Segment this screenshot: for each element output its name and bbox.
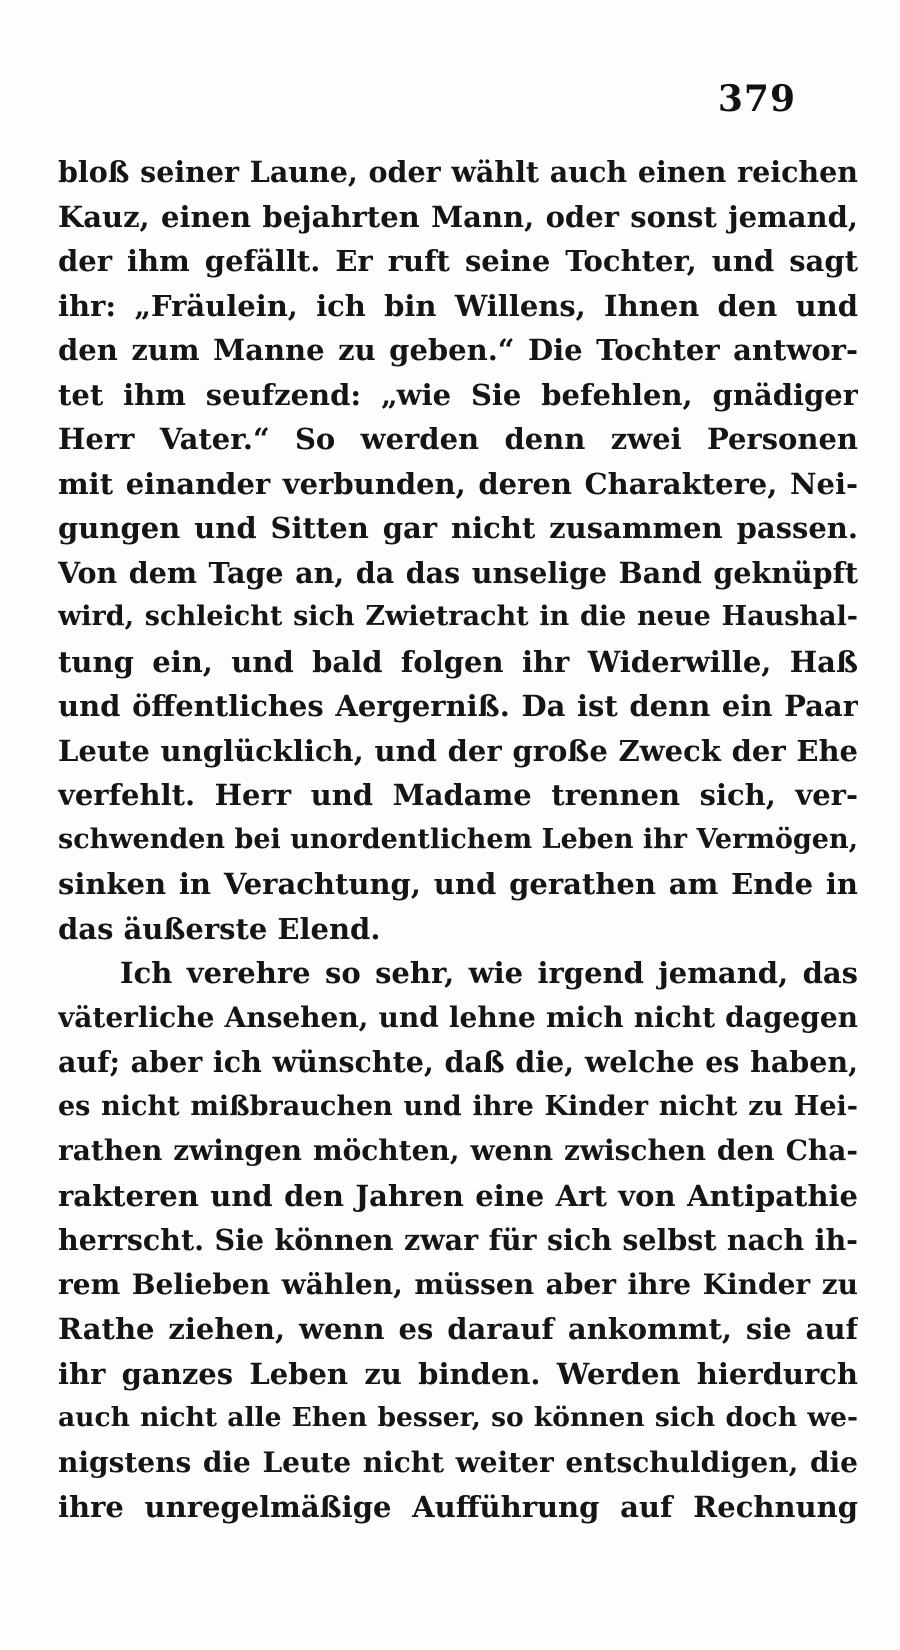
text-line: verfehlt. Herr und Madame trennen sich, ver- [58,778,858,812]
text-line: es nicht mißbrauchen und ihre Kinder nicht zu Hei- [58,1090,858,1122]
text-line: der ihm gefällt. Er ruft seine Tochter, und sagt [58,244,858,278]
text-line: herrscht. Sie können zwar für sich selbst nach ih- [58,1223,858,1257]
page-number: 379 [717,78,796,120]
text-line: den zum Manne zu geben.“ Die Tochter antwor- [58,333,858,367]
text-line: rakteren und den Jahren eine Art von Antipathie [58,1178,858,1213]
text-line: Rathe ziehen, wenn es darauf ankommt, sie auf [58,1312,858,1346]
text-line: gungen und Sitten gar nicht zusammen passen. [58,511,858,545]
text-line: rathen zwingen möchten, wenn zwischen den Cha- [58,1134,858,1167]
text-line: wird, schleicht sich Zwietracht in die neue Haushal- [58,601,858,632]
text-line: tung ein, und bald folgen ihr Widerwille, Haß [58,644,858,679]
text-line: bloß seiner Laune, oder wählt auch einen reichen [58,155,858,189]
text-line: rem Belieben wählen, müssen aber ihre Kinder zu [58,1267,858,1301]
text-line: schwenden bei unordentlichem Leben ihr Vermögen, [58,823,858,855]
text-line: Kauz, einen bejahrten Mann, oder sonst jemand, [58,199,858,234]
text-line: mit einander verbunden, deren Charaktere, Nei- [58,466,858,501]
text-line: und öffentliches Aergerniß. Da ist denn ein Paar [58,689,858,723]
body-text [58,150,858,1530]
text-line: nigstens die Leute nicht weiter entschuldigen, die [58,1445,858,1479]
text-line: Leute unglücklich, und der große Zweck der Ehe [58,733,858,768]
text-line: auf; aber ich wünschte, daß die, welche es haben, [58,1045,858,1079]
text-line: ihr: „Fräulein, ich bin Willens, Ihnen den und [58,288,858,323]
text-line: ihr ganzes Leben zu binden. Werden hierdurch [58,1356,858,1391]
text-line: Herr Vater.“ So werden denn zwei Personen [58,422,858,456]
text-line: das äußerste Elend. [58,911,381,946]
text-line: sinken in Verachtung, und gerathen am Ende in [58,867,858,901]
text-line: ihre unregelmäßige Aufführung auf Rechnung [58,1490,858,1524]
text-line: väterliche Ansehen, und lehne mich nicht dagegen [58,1000,858,1034]
text-line: tet ihm seufzend: „wie Sie befehlen, gnädiger [58,377,858,412]
text-line: auch nicht alle Ehen besser, so können sich doch we- [58,1402,858,1433]
text-line: Ich verehre so sehr, wie irgend jemand, das [120,956,858,990]
text-line: Von dem Tage an, da das unselige Band geknüpft [58,555,858,590]
